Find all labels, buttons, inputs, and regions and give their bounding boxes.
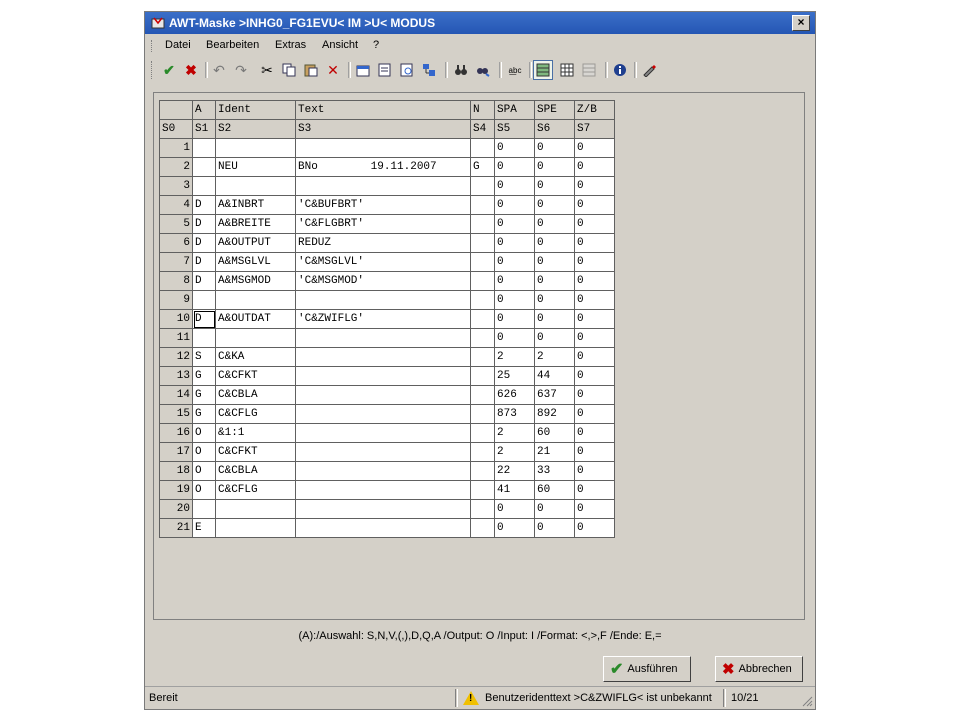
table-row xyxy=(160,177,615,196)
grid-cell[interactable] xyxy=(471,424,495,443)
grid-cell[interactable] xyxy=(471,291,495,310)
column-header: S1 xyxy=(193,120,216,139)
grid-cell[interactable] xyxy=(216,329,296,348)
binoculars-icon[interactable] xyxy=(451,60,471,80)
grid-cell[interactable]: REDUZ xyxy=(296,234,471,253)
grid-cell[interactable]: 0 xyxy=(575,272,615,291)
table-row xyxy=(160,158,615,177)
table-row xyxy=(160,215,615,234)
row-number: 19 xyxy=(160,481,193,500)
row-number: 2 xyxy=(160,158,193,177)
grid-cell[interactable]: 0 xyxy=(575,158,615,177)
input-hint: (A):/Auswahl: S,N,V,(,),D,Q,A /Output: O /Input: I /Format: <,>,F /Ende: E,= xyxy=(298,630,662,642)
table-row xyxy=(160,291,615,310)
execute-button[interactable] xyxy=(603,656,691,682)
grid-cell[interactable]: D xyxy=(193,196,216,215)
grid-cell[interactable]: 0 xyxy=(535,519,575,538)
row-number: 7 xyxy=(160,253,193,272)
grid-cell[interactable]: 'C&BUFBRT' xyxy=(296,196,471,215)
grid-panel xyxy=(153,92,805,620)
info-icon[interactable] xyxy=(610,60,630,80)
warning-icon: ! xyxy=(463,691,479,705)
row-number: 20 xyxy=(160,500,193,519)
grid-cell[interactable]: 60 xyxy=(535,481,575,500)
grid-cell[interactable] xyxy=(471,348,495,367)
window-title: AWT-Maske >INHG0_FG1EVU< IM >U< MODUS xyxy=(169,16,436,30)
undo-icon[interactable]: ↶ xyxy=(213,61,225,78)
grid-cell[interactable]: 892 xyxy=(535,405,575,424)
status-ready: Bereit xyxy=(149,692,178,704)
grid-cell[interactable]: 21 xyxy=(535,443,575,462)
grid-cell[interactable]: 41 xyxy=(495,481,535,500)
grid-cell[interactable]: 22 xyxy=(495,462,535,481)
grid-cell[interactable] xyxy=(296,177,471,196)
paste-icon[interactable] xyxy=(301,60,321,80)
close-button[interactable]: × xyxy=(792,15,810,31)
header-row xyxy=(160,120,615,139)
grid-cell[interactable]: 2 xyxy=(495,348,535,367)
grid-cell[interactable] xyxy=(296,405,471,424)
find-next-icon[interactable] xyxy=(473,60,493,80)
grid-cell[interactable]: D xyxy=(193,215,216,234)
grid-cell[interactable]: C&CBLA xyxy=(216,462,296,481)
grid-cell[interactable]: D xyxy=(193,253,216,272)
grid-cell[interactable]: A&BREITE xyxy=(216,215,296,234)
table-row xyxy=(160,348,615,367)
grid-cell[interactable]: 0 xyxy=(495,234,535,253)
grid-cell[interactable]: 0 xyxy=(535,215,575,234)
grid-cell[interactable]: 44 xyxy=(535,367,575,386)
table-row xyxy=(160,367,615,386)
row-number: 6 xyxy=(160,234,193,253)
grid-cell[interactable]: A&OUTPUT xyxy=(216,234,296,253)
grid-cell[interactable]: 0 xyxy=(575,405,615,424)
grid-cell[interactable]: 0 xyxy=(535,177,575,196)
grid-cell[interactable] xyxy=(296,424,471,443)
grid-cell[interactable]: 0 xyxy=(535,500,575,519)
grid-cell[interactable]: 0 xyxy=(575,253,615,272)
status-bar xyxy=(145,686,815,709)
row-number: 12 xyxy=(160,348,193,367)
grid-cell[interactable]: 0 xyxy=(575,462,615,481)
grid-cell[interactable]: 0 xyxy=(535,139,575,158)
grid-cell[interactable]: 'C&ZWIFLG' xyxy=(296,310,471,329)
table-row xyxy=(160,196,615,215)
grid-cell[interactable]: 25 xyxy=(495,367,535,386)
redo-icon[interactable]: ↷ xyxy=(235,61,247,78)
app-icon xyxy=(151,16,165,30)
menu-ansicht[interactable]: Ansicht xyxy=(322,39,359,51)
grid-cell[interactable] xyxy=(471,139,495,158)
grid-cell[interactable]: 2 xyxy=(495,424,535,443)
grid-cell[interactable]: 0 xyxy=(575,348,615,367)
table-row xyxy=(160,234,615,253)
column-header: SPA xyxy=(495,101,535,120)
grid-cell[interactable]: 0 xyxy=(495,329,535,348)
grid-cell[interactable]: 637 xyxy=(535,386,575,405)
grid-cell[interactable]: 0 xyxy=(575,481,615,500)
grid-cell[interactable]: 2 xyxy=(495,443,535,462)
column-header: S4 xyxy=(471,120,495,139)
grid-cell[interactable]: 'C&FLGBRT' xyxy=(296,215,471,234)
toolbar-grip xyxy=(151,61,154,79)
grid-cell[interactable]: C&CBLA xyxy=(216,386,296,405)
grid-cell[interactable]: 0 xyxy=(575,424,615,443)
status-separator xyxy=(455,689,458,707)
grid-cell[interactable]: G xyxy=(193,367,216,386)
grid-cell[interactable]: NEU xyxy=(216,158,296,177)
grid-cell[interactable]: C&KA xyxy=(216,348,296,367)
grid-cell[interactable] xyxy=(296,348,471,367)
grid-cell[interactable]: 0 xyxy=(495,519,535,538)
grid-cell[interactable]: D xyxy=(193,234,216,253)
grid-cell[interactable]: 0 xyxy=(495,196,535,215)
grid-cell[interactable] xyxy=(471,481,495,500)
grid-cell[interactable] xyxy=(296,500,471,519)
table-row xyxy=(160,462,615,481)
grid-cell[interactable]: D xyxy=(193,272,216,291)
menu-bar xyxy=(145,36,815,56)
grid-cell[interactable]: D xyxy=(193,310,216,329)
grid-cell[interactable]: 0 xyxy=(495,158,535,177)
check-icon[interactable]: ✔ xyxy=(163,61,175,78)
grid-cell[interactable]: A&OUTDAT xyxy=(216,310,296,329)
menu-grip xyxy=(151,40,154,52)
grid-cell[interactable]: 0 xyxy=(495,139,535,158)
grid-cell[interactable]: 0 xyxy=(575,234,615,253)
grid-cell[interactable]: 0 xyxy=(575,196,615,215)
toolbar-separator xyxy=(348,62,351,78)
column-header: Z/B xyxy=(575,101,615,120)
table-row xyxy=(160,386,615,405)
column-header: SPE xyxy=(535,101,575,120)
row-number: 4 xyxy=(160,196,193,215)
grid-cell[interactable]: 0 xyxy=(535,310,575,329)
resize-grip-icon[interactable] xyxy=(801,695,813,707)
grid-cell[interactable] xyxy=(471,177,495,196)
grid-cell[interactable]: 2 xyxy=(535,348,575,367)
grid-cell[interactable]: 'C&MSGMOD' xyxy=(296,272,471,291)
grid-cell[interactable]: 0 xyxy=(495,291,535,310)
table-row xyxy=(160,500,615,519)
menu-help[interactable]: ? xyxy=(373,39,380,51)
table-row xyxy=(160,481,615,500)
view-table-icon[interactable] xyxy=(557,60,577,80)
grid-cell[interactable] xyxy=(471,272,495,291)
row-number: 5 xyxy=(160,215,193,234)
toolbar-separator xyxy=(499,62,502,78)
grid-cell[interactable] xyxy=(471,234,495,253)
table-row xyxy=(160,310,615,329)
cancel-label: Abbrechen xyxy=(738,663,792,675)
status-message xyxy=(463,689,712,707)
row-number: 1 xyxy=(160,139,193,158)
grid-cell[interactable] xyxy=(471,519,495,538)
grid-cell[interactable] xyxy=(216,177,296,196)
grid-cell[interactable]: 0 xyxy=(575,500,615,519)
grid-cell[interactable] xyxy=(216,519,296,538)
grid-cell[interactable]: C&CFLG xyxy=(216,481,296,500)
grid-cell[interactable] xyxy=(471,443,495,462)
grid-cell[interactable]: C&CFLG xyxy=(216,405,296,424)
grid-cell[interactable]: 0 xyxy=(575,329,615,348)
view-grid-icon[interactable] xyxy=(533,60,553,80)
grid-cell[interactable] xyxy=(193,177,216,196)
menu-datei[interactable]: Datei xyxy=(165,39,191,51)
grid-cell[interactable]: 0 xyxy=(535,291,575,310)
grid-cell[interactable]: E xyxy=(193,519,216,538)
grid-cell[interactable]: 0 xyxy=(575,215,615,234)
edit-icon[interactable] xyxy=(375,60,395,80)
grid-cell[interactable]: 0 xyxy=(575,291,615,310)
column-header: S0 xyxy=(160,120,193,139)
grid-cell[interactable]: 0 xyxy=(535,234,575,253)
table-row xyxy=(160,139,615,158)
title-bar[interactable] xyxy=(145,12,815,34)
grid-cell[interactable] xyxy=(471,196,495,215)
grid-cell[interactable] xyxy=(296,139,471,158)
grid-cell[interactable] xyxy=(296,443,471,462)
status-message-text: Benutzeridenttext >C&ZWIFLG< ist unbekannt xyxy=(485,692,712,704)
header-row xyxy=(160,101,615,120)
table-row xyxy=(160,405,615,424)
spellcheck-icon[interactable]: a͟bc xyxy=(508,65,522,75)
row-number: 15 xyxy=(160,405,193,424)
grid-cell[interactable]: 0 xyxy=(535,272,575,291)
grid-cell[interactable] xyxy=(193,291,216,310)
table-row xyxy=(160,272,615,291)
toolbar xyxy=(145,58,815,82)
column-header: S2 xyxy=(216,120,296,139)
grid-cell[interactable]: 0 xyxy=(535,196,575,215)
grid-cell[interactable]: 0 xyxy=(495,215,535,234)
grid-cell[interactable] xyxy=(296,386,471,405)
grid-cell[interactable]: S xyxy=(193,348,216,367)
tree-icon[interactable] xyxy=(419,60,439,80)
grid-cell[interactable]: &1:1 xyxy=(216,424,296,443)
properties-icon[interactable] xyxy=(353,60,373,80)
column-header: Ident xyxy=(216,101,296,120)
grid-cell[interactable]: C&CFKT xyxy=(216,443,296,462)
column-header xyxy=(160,101,193,120)
awt-mask-window xyxy=(144,11,816,710)
grid-cell[interactable]: C&CFKT xyxy=(216,367,296,386)
row-number: 13 xyxy=(160,367,193,386)
grid-cell[interactable]: 'C&MSGLVL' xyxy=(296,253,471,272)
grid-cell[interactable]: 0 xyxy=(575,443,615,462)
row-number: 11 xyxy=(160,329,193,348)
pen-icon[interactable] xyxy=(639,60,659,80)
toolbar-separator xyxy=(605,62,608,78)
grid-cell[interactable] xyxy=(471,405,495,424)
grid-cell[interactable]: G xyxy=(471,158,495,177)
grid-cell[interactable]: 0 xyxy=(495,177,535,196)
row-number: 16 xyxy=(160,424,193,443)
grid-cell[interactable]: 0 xyxy=(495,500,535,519)
grid-cell[interactable]: O xyxy=(193,462,216,481)
row-number: 21 xyxy=(160,519,193,538)
table-row xyxy=(160,519,615,538)
grid-cell[interactable]: A&INBRT xyxy=(216,196,296,215)
column-header: S5 xyxy=(495,120,535,139)
grid-cell[interactable] xyxy=(296,519,471,538)
row-number: 3 xyxy=(160,177,193,196)
table-row xyxy=(160,329,615,348)
grid-cell[interactable] xyxy=(471,215,495,234)
grid-cell[interactable]: 626 xyxy=(495,386,535,405)
grid-cell[interactable]: O xyxy=(193,443,216,462)
grid-cell[interactable] xyxy=(193,158,216,177)
toolbar-separator xyxy=(445,62,448,78)
check-icon: ✔ xyxy=(610,661,624,678)
grid-cell[interactable]: 0 xyxy=(535,158,575,177)
toolbar-separator xyxy=(529,62,532,78)
toolbar-separator xyxy=(205,62,208,78)
column-header: A xyxy=(193,101,216,120)
row-number: 9 xyxy=(160,291,193,310)
grid-cell[interactable]: A&MSGLVL xyxy=(216,253,296,272)
row-number: 17 xyxy=(160,443,193,462)
table-row xyxy=(160,424,615,443)
table-row xyxy=(160,443,615,462)
menu-bearbeiten[interactable]: Bearbeiten xyxy=(206,39,260,51)
row-number: 8 xyxy=(160,272,193,291)
grid-cell[interactable]: 60 xyxy=(535,424,575,443)
grid-cell[interactable] xyxy=(471,462,495,481)
grid-cell[interactable] xyxy=(471,253,495,272)
grid-cell[interactable] xyxy=(296,291,471,310)
search-icon[interactable] xyxy=(397,60,417,80)
grid-cell[interactable]: 0 xyxy=(495,272,535,291)
grid-cell[interactable] xyxy=(193,329,216,348)
grid-cell[interactable]: 0 xyxy=(495,310,535,329)
grid-cell[interactable] xyxy=(296,481,471,500)
grid-cell[interactable]: 33 xyxy=(535,462,575,481)
data-grid xyxy=(159,100,615,538)
grid-cell[interactable] xyxy=(471,500,495,519)
cancel-button[interactable] xyxy=(715,656,803,682)
view-list-icon[interactable] xyxy=(579,60,599,80)
column-header: N xyxy=(471,101,495,120)
grid-cell[interactable]: O xyxy=(193,481,216,500)
grid-cell[interactable]: 0 xyxy=(575,177,615,196)
grid-cell[interactable]: 0 xyxy=(495,253,535,272)
row-number: 14 xyxy=(160,386,193,405)
delete-icon[interactable]: ✕ xyxy=(327,61,339,78)
grid-cell[interactable] xyxy=(471,367,495,386)
column-header: Text xyxy=(296,101,471,120)
grid-cell[interactable]: 0 xyxy=(535,253,575,272)
grid-cell[interactable] xyxy=(471,310,495,329)
cancel-icon[interactable]: ✖ xyxy=(185,61,197,78)
grid-cell[interactable]: G xyxy=(193,405,216,424)
grid-cell[interactable]: A&MSGMOD xyxy=(216,272,296,291)
grid-cell[interactable]: BNo 19.11.2007 xyxy=(296,158,471,177)
row-number: 18 xyxy=(160,462,193,481)
grid-cell[interactable]: G xyxy=(193,386,216,405)
grid-cell[interactable]: 873 xyxy=(495,405,535,424)
grid-cell[interactable]: 0 xyxy=(535,329,575,348)
column-header: S6 xyxy=(535,120,575,139)
grid-cell[interactable]: 0 xyxy=(575,139,615,158)
row-number: 10 xyxy=(160,310,193,329)
toolbar-separator xyxy=(634,62,637,78)
grid-cell[interactable] xyxy=(216,139,296,158)
grid-cell[interactable]: 0 xyxy=(575,367,615,386)
grid-cell[interactable] xyxy=(296,462,471,481)
copy-icon[interactable] xyxy=(279,60,299,80)
grid-cell[interactable] xyxy=(471,386,495,405)
grid-cell[interactable] xyxy=(471,329,495,348)
grid-cell[interactable] xyxy=(296,329,471,348)
cut-icon[interactable]: ✂ xyxy=(261,61,273,78)
grid-cell[interactable]: O xyxy=(193,424,216,443)
grid-cell[interactable] xyxy=(216,500,296,519)
grid-cell[interactable] xyxy=(216,291,296,310)
cancel-icon: ✖ xyxy=(722,661,735,678)
status-position: 10/21 xyxy=(731,692,759,704)
grid-cell[interactable] xyxy=(296,367,471,386)
table-row xyxy=(160,253,615,272)
grid-cell[interactable]: 0 xyxy=(575,519,615,538)
execute-label: Ausführen xyxy=(627,663,678,675)
grid-cell[interactable] xyxy=(193,139,216,158)
column-header: S7 xyxy=(575,120,615,139)
status-separator xyxy=(723,689,726,707)
column-header: S3 xyxy=(296,120,471,139)
grid-cell[interactable]: 0 xyxy=(575,386,615,405)
grid-cell[interactable] xyxy=(193,500,216,519)
grid-cell[interactable]: 0 xyxy=(575,310,615,329)
menu-extras[interactable]: Extras xyxy=(275,39,307,51)
